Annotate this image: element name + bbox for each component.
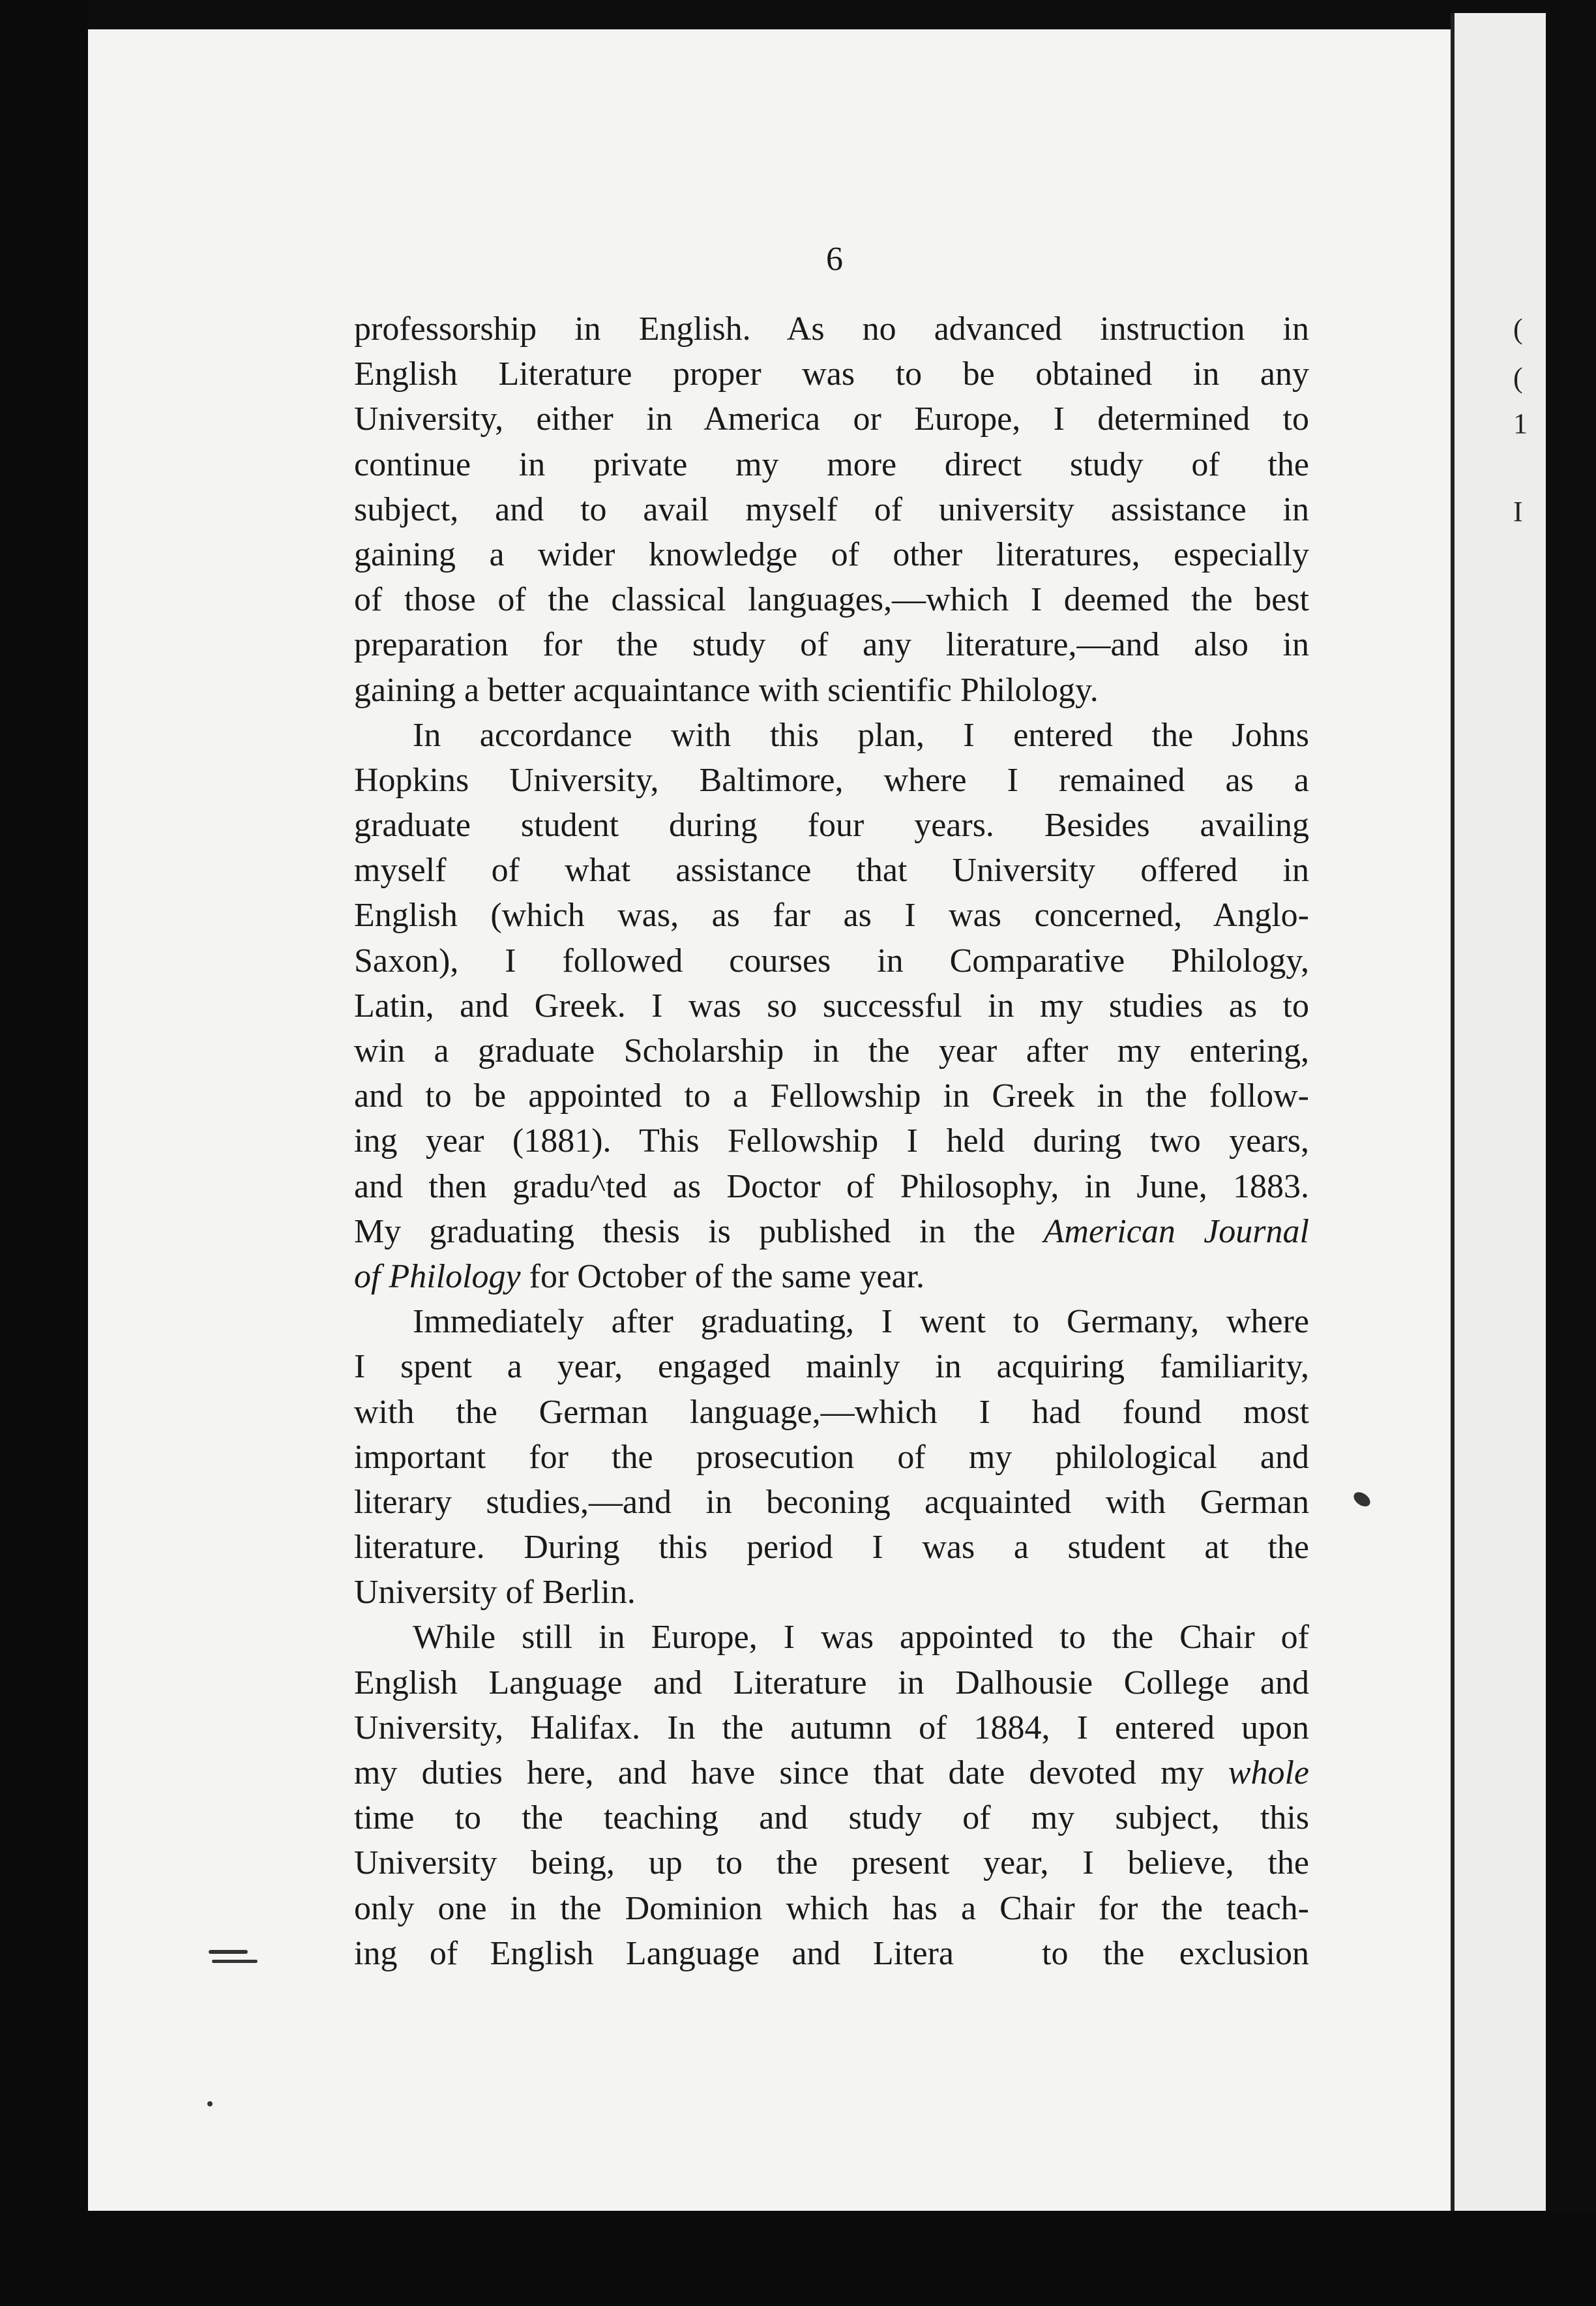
text-line: University of Berlin. <box>354 1574 636 1611</box>
text-line: time to the teaching and study of my subject, this <box>354 1799 1309 1837</box>
text-segment: for October of the same year. <box>520 1257 925 1295</box>
text-segment: My graduating thesis is published in the <box>354 1212 1016 1250</box>
text-line: English Language and Literature in Dalhousie College and <box>354 1664 1309 1701</box>
text-segment: my duties here, and have since that date devoted my <box>354 1754 1204 1791</box>
next-page-fragment: ( <box>1513 313 1523 345</box>
text-line: Hopkins University, Baltimore, where I remained as a <box>354 761 1309 799</box>
text-line: University being, up to the present year, I believe, the <box>354 1844 1309 1882</box>
text-line: and then gradu^ted as Doctor of Philosophy, in June, 1883. <box>354 1167 1309 1205</box>
paragraph-4 <box>354 1615 1309 1976</box>
text-line <box>354 1254 1309 1299</box>
text-segment: to the exclusion <box>1042 1934 1309 1972</box>
next-page-fragment: I <box>1513 496 1523 528</box>
text-line <box>354 1931 1309 1976</box>
text-line: ing year (1881). This Fellowship I held during two years, <box>354 1122 1309 1160</box>
text-line: important for the prosecution of my philological and <box>354 1438 1309 1476</box>
text-line <box>354 1209 1309 1254</box>
paragraph-2 <box>354 713 1309 1299</box>
text-line: gaining a wider knowledge of other literatures, especially <box>354 535 1309 573</box>
text-segment: ing of English Language and Litera <box>354 1934 954 1972</box>
text-line: University, either in America or Europe, I determined to <box>354 400 1309 438</box>
text-line: Saxon), I followed courses in Comparative Philology, <box>354 942 1309 980</box>
scan-border-bottom <box>0 2211 1596 2306</box>
page-number: 6 <box>826 241 843 278</box>
text-line: professorship in English. As no advanced instruction in <box>354 310 1309 348</box>
paragraph-3 <box>354 1299 1309 1615</box>
scan-speck <box>209 1950 248 1954</box>
text-line: While still in Europe, I was appointed to the Chair of <box>413 1619 1309 1656</box>
italic-text: of Philology <box>354 1257 521 1295</box>
text-line: English Literature proper was to be obtained in any <box>354 355 1309 393</box>
text-line: preparation for the study of any literature,—and also in <box>354 626 1309 664</box>
text-line: Immediately after graduating, I went to Germany, where <box>413 1303 1309 1341</box>
scan-speck <box>207 2101 213 2106</box>
text-line: literature. During this period I was a student at the <box>354 1529 1309 1566</box>
text-line: In accordance with this plan, I entered the Johns <box>413 716 1309 754</box>
text-line: only one in the Dominion which has a Chair for the teach- <box>354 1889 1309 1927</box>
text-line: literary studies,—and in beconing acquainted with German <box>354 1483 1309 1521</box>
text-line: Latin, and Greek. I was so successful in my studies as to <box>354 987 1309 1025</box>
text-line: and to be appointed to a Fellowship in Greek in the follow- <box>354 1077 1309 1115</box>
text-line <box>354 1750 1309 1795</box>
text-line: myself of what assistance that University offered in <box>354 852 1309 890</box>
italic-text: American Journal <box>1043 1212 1309 1250</box>
next-page-fragment: ( <box>1513 362 1523 394</box>
italic-text: whole <box>1228 1754 1309 1791</box>
scan-border-left <box>0 0 88 2306</box>
text-line: with the German language,—which I had found most <box>354 1393 1309 1431</box>
scan-speck <box>212 1960 258 1963</box>
text-line: of those of the classical languages,—which I deemed the best <box>354 581 1309 619</box>
text-line: University, Halifax. In the autumn of 1884, I entered upon <box>354 1709 1309 1746</box>
text-line: I spent a year, engaged mainly in acquiring familiarity, <box>354 1348 1309 1386</box>
text-line: win a graduate Scholarship in the year after my entering, <box>354 1032 1309 1070</box>
body-text <box>354 235 1309 1976</box>
next-page-edge <box>1451 13 1546 2227</box>
text-line: subject, and to avail myself of university assistance in <box>354 490 1309 528</box>
text-line: English (which was, as far as I was concerned, Anglo- <box>354 897 1309 935</box>
text-line: continue in private my more direct study of the <box>354 445 1309 483</box>
text-line: graduate student during four years. Besides availing <box>354 807 1309 845</box>
paragraph-1 <box>354 307 1309 713</box>
next-page-fragment: 1 <box>1513 408 1528 440</box>
text-line: gaining a better acquaintance with scientific Philology. <box>354 671 1099 709</box>
